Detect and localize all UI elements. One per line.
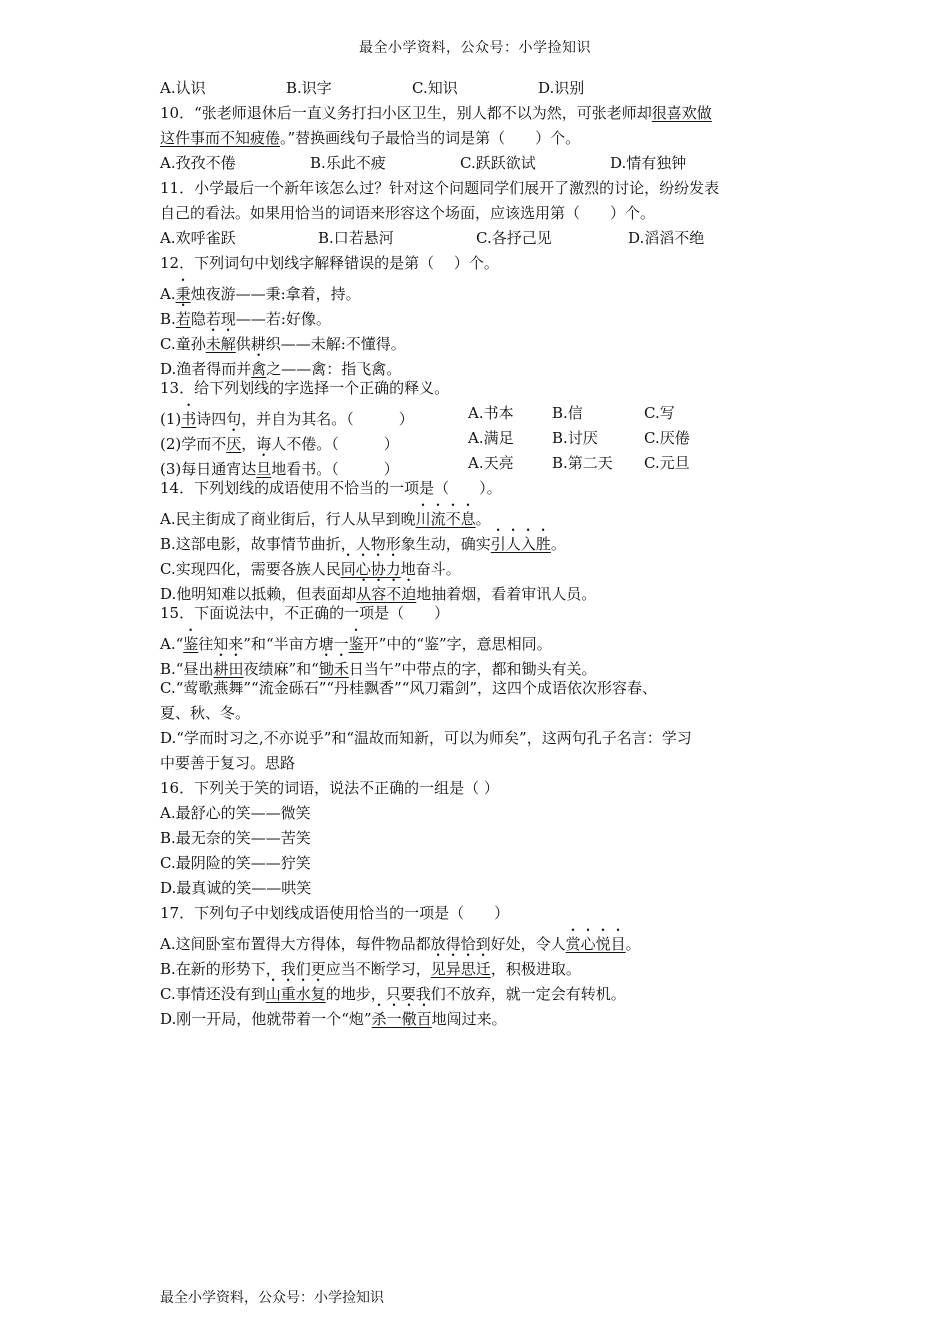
- q17-text: ，积极进取。: [490, 960, 581, 978]
- q15-option-a: [160, 626, 800, 651]
- q10-line-1: [160, 101, 800, 126]
- q13-text: 地看书。（ ）: [271, 460, 399, 478]
- q14-text: 。: [550, 535, 566, 553]
- q15-option-b: [160, 651, 800, 676]
- q17-stem: 17．下列句子中划线成语使用恰当的一项是（ ）: [160, 904, 510, 922]
- q15-text: 日当午”中带点的字，都和锄头有关。: [348, 660, 597, 678]
- q13-item-2: [160, 426, 800, 451]
- q17-idiom: 见异思迁: [430, 960, 491, 978]
- q12-text: 隐若现——若:好像。: [190, 310, 331, 328]
- q12-option-b: [160, 301, 800, 326]
- q17-text: D.刚一开局，他就带着一个“炮”: [160, 1010, 372, 1028]
- q15-option-d-line-2: 中要善于复习。思路: [160, 754, 296, 772]
- page-header: 最全小学资料，公众号：小学捡知识: [359, 40, 591, 56]
- q14-option-b: [160, 526, 800, 551]
- q14-option-c: [160, 551, 800, 576]
- q11-option-b: B.口若悬河: [318, 229, 394, 247]
- q11-line-2: 自己的看法。如果用恰当的词语来形容这个场面，应该选用第（ ）个。: [160, 204, 656, 222]
- q15-text: 往知来”和“半亩方塘一: [198, 635, 349, 653]
- q14-option-d: [160, 576, 800, 601]
- q14-idiom: 川流不息: [415, 510, 476, 528]
- q17-text: C.事情还没有到: [160, 985, 266, 1003]
- q9-option-b: B.识字: [286, 79, 332, 97]
- q10-text: 。”替换画线句子最恰当的词是第（ ）个。: [280, 129, 581, 147]
- q17-option-b: [160, 951, 800, 976]
- page-footer: 最全小学资料，公众号：小学捡知识: [160, 1290, 384, 1306]
- q15-text: A.“: [160, 635, 184, 653]
- q13-text: 诗四句，并自为其名。（ ）: [196, 410, 414, 428]
- q10-option-b: B.乐此不疲: [310, 154, 386, 172]
- q12-marked-char: 禽: [251, 360, 267, 378]
- q15-text: 开”中的“鉴”字，意思相同。: [363, 635, 552, 653]
- q12-text: D.渔者得而并: [160, 360, 252, 378]
- q9-option-c: C.知识: [412, 79, 458, 97]
- q12-marked-char: 秉: [175, 285, 191, 303]
- q14-idiom: 引人入胜: [490, 535, 551, 553]
- q14-option-a: [160, 501, 800, 526]
- q13-item-text: [160, 426, 468, 451]
- q13-stem: 13．给下列划线的字选择一个正确的释义。: [160, 379, 450, 397]
- q12-text: A.: [160, 285, 176, 303]
- q17-text: 的地步，只要我们不放弃，就一定会有转机。: [325, 985, 626, 1003]
- q15-marked-word: 锄禾: [318, 660, 349, 678]
- q13-option: A.书本: [468, 404, 514, 422]
- q14-text: B.这部电影，故事情节曲折，人物形象生动，确实: [160, 535, 491, 553]
- q13-text: ，诲人不倦。（ ）: [241, 435, 399, 453]
- q13-option: C.元旦: [644, 454, 690, 472]
- q15-option-c-line-2: 夏、秋、冬。: [160, 704, 251, 722]
- q15-option-d-line-1: D.“学而时习之,不亦说乎”和“温故而知新，可以为师矣”，这两句孔子名言：学习: [160, 729, 692, 747]
- q13-marked-char: 书: [181, 410, 197, 428]
- q16-option-a: A.最舒心的笑——微笑: [160, 804, 311, 822]
- q11-option-c: C.各抒己见: [476, 229, 552, 247]
- q10-option-d: D.情有独钟: [610, 154, 687, 172]
- q17-text: 地闯过来。: [431, 1010, 507, 1028]
- q10-option-c: C.跃跃欲试: [460, 154, 536, 172]
- q12-option-c: [160, 326, 800, 351]
- q13-item-3: [160, 451, 800, 476]
- q12-text: 之——禽：指飞禽。: [266, 360, 402, 378]
- q17-idiom: 杀一儆百: [371, 1010, 432, 1028]
- q13-option: C.厌倦: [644, 429, 690, 447]
- q17-text: 。: [625, 935, 641, 953]
- q11-options: [160, 226, 800, 251]
- q13-item-text: [160, 401, 468, 426]
- q10-options: [160, 151, 800, 176]
- q17-option-d: [160, 1001, 800, 1026]
- q16-option-c: C.最阴险的笑——狞笑: [160, 854, 311, 872]
- q13-text: (1): [160, 410, 182, 428]
- q14-text: 地抽着烟，看着审讯人员。: [416, 585, 597, 603]
- q16-stem: 16．下列关于笑的词语，说法不正确的一组是（ ）: [160, 779, 499, 797]
- worksheet-content: [160, 76, 800, 1026]
- q13-item-text: [160, 451, 468, 476]
- q12-option-a: [160, 276, 800, 301]
- q15-text: B.“昼出: [160, 660, 214, 678]
- q15-marked-word: 耕田: [213, 660, 244, 678]
- q9-option-a: A.认识: [160, 79, 206, 97]
- q14-text: 。: [475, 510, 491, 528]
- q12-marked-char: 若: [175, 310, 191, 328]
- q17-text: A.这间卧室布置得大方得体，每件物品都放得恰到好处，令人: [160, 935, 566, 953]
- q14-stem: 14．下列划线的成语使用不恰当的一项是（ ）。: [160, 479, 502, 497]
- q14-text: 地奋斗。: [400, 560, 461, 578]
- q13-option: A.天亮: [468, 454, 514, 472]
- q10-underlined: 很喜欢做: [651, 104, 712, 122]
- q9-option-d: D.识别: [538, 79, 585, 97]
- q16-option-d: D.最真诚的笑——哄笑: [160, 879, 312, 897]
- q15-option-c-line-1: C.“莺歌燕舞”“流金砾石”“丹桂飘香”“风刀霜剑”，这四个成语依次形容春、: [160, 679, 658, 697]
- q10-underlined: 这件事而不知疲倦: [160, 129, 281, 147]
- q14-text: A.民主街成了商业街后，行人从早到晚: [160, 510, 416, 528]
- q17-option-c: [160, 976, 800, 1001]
- q17-idiom: 山重水复: [265, 985, 326, 1003]
- q12-text: C.童孙: [160, 335, 206, 353]
- q9-options: [160, 76, 800, 101]
- q17-idiom: 赏心悦目: [565, 935, 626, 953]
- q12-stem: 12．下列词句中划线字解释错误的是第（ ）个。: [160, 254, 499, 272]
- q13-text: (2)学而不: [160, 435, 227, 453]
- q13-option: B.讨厌: [552, 429, 598, 447]
- q12-text: B.: [160, 310, 176, 328]
- q12-marked-char: 未解: [205, 335, 236, 353]
- q15-stem: 15．下面说法中，不正确的一项是（ ）: [160, 604, 450, 622]
- q13-option: C.写: [644, 404, 675, 422]
- q14-idiom: 从容不迫: [356, 585, 417, 603]
- q10-text: 10．“张老师退休后一直义务打扫小区卫生，别人都不以为然，可张老师却: [160, 104, 652, 122]
- q13-marked-char: 厌: [226, 435, 242, 453]
- q11-line-1: 11．小学最后一个新年该怎么过？针对这个问题同学们展开了激烈的讨论，纷纷发表: [160, 179, 720, 197]
- q12-text: 烛夜游——秉:拿着，持。: [190, 285, 361, 303]
- q17-option-a: [160, 926, 800, 951]
- q14-idiom: 同心协力: [340, 560, 401, 578]
- q13-option: A.满足: [468, 429, 514, 447]
- q12-option-d: [160, 351, 800, 376]
- q10-option-a: A.孜孜不倦: [160, 154, 236, 172]
- q15-marked-char: 鉴: [183, 635, 199, 653]
- q11-option-d: D.滔滔不绝: [628, 229, 705, 247]
- q13-item-1: [160, 401, 800, 426]
- q14-text: C.实现四化，需要各族人民: [160, 560, 341, 578]
- q16-option-b: B.最无奈的笑——苦笑: [160, 829, 311, 847]
- q15-text: 夜绩麻”和“: [243, 660, 319, 678]
- q14-text: D.他明知难以抵赖，但表面却: [160, 585, 357, 603]
- q10-line-2: [160, 126, 800, 151]
- q13-option: B.第二天: [552, 454, 613, 472]
- q17-text: B.在新的形势下，我们更应当不断学习，: [160, 960, 431, 978]
- q12-text: 供耕织——未解:不懂得。: [235, 335, 406, 353]
- q13-option: B.信: [552, 404, 583, 422]
- q13-text: (3)每日通宵达: [160, 460, 257, 478]
- q11-option-a: A.欢呼雀跃: [160, 229, 236, 247]
- q13-marked-char: 旦: [256, 460, 272, 478]
- q15-marked-char: 鉴: [348, 635, 364, 653]
